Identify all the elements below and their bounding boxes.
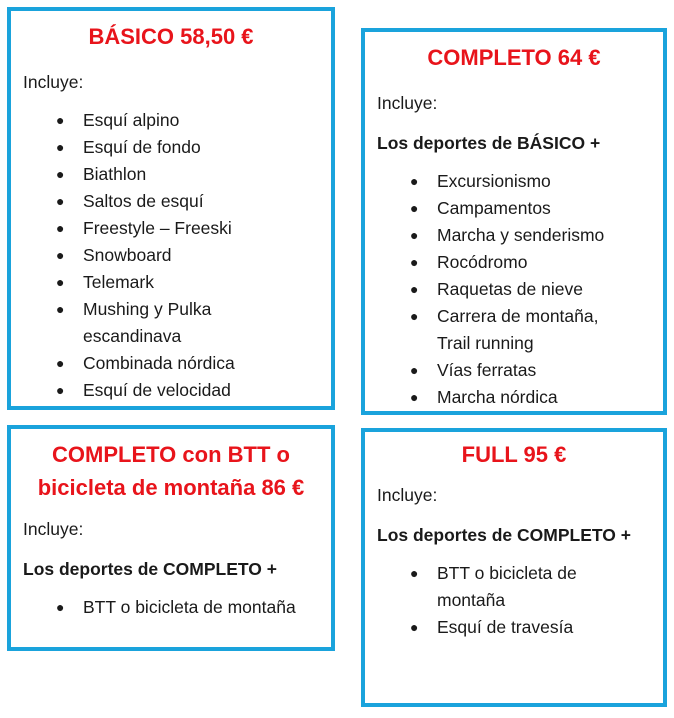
list-item [23, 107, 319, 134]
list-item [377, 168, 651, 195]
bullet-icon: ● [56, 301, 65, 317]
bullet-icon: ● [56, 382, 65, 398]
sport-label: Freestyle – Freeski [83, 218, 232, 238]
includes-subtitle: Los deportes de COMPLETO + [23, 559, 277, 579]
plan-title: BÁSICO 58,50 € [88, 24, 254, 49]
sport-label: Rocódromo [437, 252, 528, 272]
bullet-icon: ● [410, 565, 419, 581]
list-item [23, 188, 319, 215]
sport-label: Excursionismo [437, 171, 551, 191]
sport-label: Esquí de fondo [83, 137, 201, 157]
list-item [23, 350, 319, 377]
list-item [23, 594, 319, 621]
bullet-icon: ● [56, 193, 65, 209]
plan-card-full [361, 428, 667, 707]
sport-label: Saltos de esquí [83, 191, 204, 211]
bullet-icon: ● [56, 355, 65, 371]
bullet-icon: ● [56, 220, 65, 236]
bullet-icon: ● [56, 112, 65, 128]
bullet-icon: ● [410, 200, 419, 216]
list-item [377, 560, 651, 614]
bullet-icon: ● [410, 281, 419, 297]
sport-label: Mushing y Pulka escandinava [83, 299, 212, 346]
sport-label: Vías ferratas [437, 360, 537, 380]
sports-list [377, 560, 651, 641]
list-item [377, 384, 651, 411]
bullet-icon: ● [410, 619, 419, 635]
sport-label: Biathlon [83, 164, 147, 184]
sport-label: Campamentos [437, 198, 551, 218]
list-item [23, 242, 319, 269]
includes-subtitle: Los deportes de COMPLETO + [377, 525, 631, 545]
sports-list [23, 594, 319, 621]
sport-label: Esquí de travesía [437, 617, 574, 637]
includes-label: Incluye: [23, 72, 84, 92]
list-item [377, 303, 651, 357]
plan-card-basico [7, 7, 335, 410]
sports-list [23, 107, 319, 404]
list-item [23, 269, 319, 296]
sport-label: BTT o bicicleta de montaña [83, 597, 296, 617]
sports-list [377, 168, 651, 411]
bullet-icon: ● [56, 139, 65, 155]
includes-label: Incluye: [377, 93, 438, 113]
bullet-icon: ● [410, 362, 419, 378]
list-item [23, 377, 319, 404]
list-item [23, 134, 319, 161]
list-item [377, 276, 651, 303]
sport-label: Carrera de montaña, Trail running [437, 306, 599, 353]
includes-subtitle: Los deportes de BÁSICO + [377, 133, 601, 153]
bullet-icon: ● [56, 247, 65, 263]
list-item [377, 357, 651, 384]
list-item [377, 249, 651, 276]
sport-label: Marcha nórdica [437, 387, 558, 407]
bullet-icon: ● [56, 274, 65, 290]
bullet-icon: ● [410, 389, 419, 405]
bullet-icon: ● [56, 166, 65, 182]
sport-label: Combinada nórdica [83, 353, 235, 373]
bullet-icon: ● [410, 254, 419, 270]
bullet-icon: ● [410, 308, 419, 324]
plan-card-completo-btt [7, 425, 335, 651]
list-item [377, 195, 651, 222]
list-item [23, 161, 319, 188]
sport-label: Esquí alpino [83, 110, 180, 130]
sport-label: Telemark [83, 272, 154, 292]
sport-label: Marcha y senderismo [437, 225, 605, 245]
plan-card-completo [361, 28, 667, 415]
list-item [377, 222, 651, 249]
bullet-icon: ● [410, 227, 419, 243]
includes-label: Incluye: [23, 519, 84, 539]
list-item [23, 215, 319, 242]
plan-title: COMPLETO 64 € [427, 45, 601, 70]
sport-label: Raquetas de nieve [437, 279, 583, 299]
sport-label: Snowboard [83, 245, 172, 265]
plan-title: COMPLETO con BTT o bicicleta de montaña 86 € [37, 442, 305, 500]
includes-label: Incluye: [377, 485, 438, 505]
sport-label: BTT o bicicleta de montaña [437, 563, 577, 610]
sport-label: Esquí de velocidad [83, 380, 231, 400]
bullet-icon: ● [56, 599, 65, 615]
bullet-icon: ● [410, 173, 419, 189]
list-item [23, 296, 319, 350]
list-item [377, 614, 651, 641]
plan-title: FULL 95 € [461, 442, 567, 467]
